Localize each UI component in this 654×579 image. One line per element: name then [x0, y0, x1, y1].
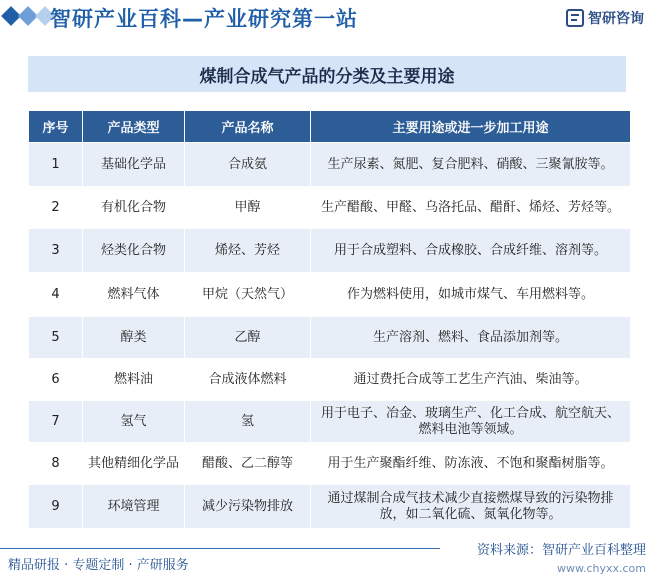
site-title: 智研产业百科—产业研究第一站: [50, 7, 358, 31]
table-header-row: [29, 111, 631, 143]
header-decoration: [4, 9, 52, 23]
table-row: [29, 187, 631, 229]
header-no: 序号: [29, 111, 83, 143]
header-use: 主要用途或进一步加工用途: [311, 111, 631, 143]
cell-name: 甲烷（天然气）: [185, 273, 311, 317]
cell-use: 生产尿素、氮肥、复合肥料、硝酸、三聚氰胺等。: [311, 143, 631, 187]
table-row: [29, 359, 631, 401]
footer-divider: [0, 548, 440, 549]
table-row: [29, 485, 631, 529]
cell-no: 8: [29, 443, 83, 485]
table-row: [29, 401, 631, 443]
cell-no: 7: [29, 401, 83, 443]
cell-type: 燃料气体: [83, 273, 185, 317]
cell-no: 2: [29, 187, 83, 229]
footer-source: 资料来源：智研产业百科整理: [476, 543, 646, 558]
table-title: 煤制合成气产品的分类及主要用途: [199, 66, 455, 87]
cell-name: 氢: [185, 401, 311, 443]
footer-services: 精品研报 · 专题定制 · 产研服务: [8, 558, 189, 573]
table-row: [29, 443, 631, 485]
brand-logo-icon: [566, 9, 584, 27]
cell-no: 5: [29, 317, 83, 359]
header-type: 产品类型: [83, 111, 185, 143]
cell-no: 1: [29, 143, 83, 187]
cell-name: 甲醇: [185, 187, 311, 229]
cell-name: 乙醇: [185, 317, 311, 359]
cell-type: 其他精细化学品: [83, 443, 185, 485]
cell-no: 6: [29, 359, 83, 401]
cell-type: 氢气: [83, 401, 185, 443]
table-title-banner: [28, 56, 626, 92]
cell-no: 3: [29, 229, 83, 273]
cell-use: 用于生产聚酯纤维、防冻液、不饱和聚酯树脂等。: [311, 443, 631, 485]
table-row: [29, 273, 631, 317]
cell-use: 通过煤制合成气技术减少直接燃煤导致的污染物排放，如二氧化硫、氮氧化物等。: [311, 485, 631, 529]
cell-no: 9: [29, 485, 83, 529]
table-row: [29, 317, 631, 359]
brand[interactable]: [566, 8, 644, 28]
page-header: [0, 0, 654, 36]
cell-use: 用于合成塑料、合成橡胶、合成纤维、溶剂等。: [311, 229, 631, 273]
cell-type: 烃类化合物: [83, 229, 185, 273]
cell-type: 燃料油: [83, 359, 185, 401]
table-row: [29, 229, 631, 273]
cell-name: 合成液体燃料: [185, 359, 311, 401]
brand-name: 智研咨询: [588, 11, 644, 27]
cell-use: 作为燃料使用，如城市煤气、车用燃料等。: [311, 273, 631, 317]
cell-name: 烯烃、芳烃: [185, 229, 311, 273]
product-table: [28, 110, 631, 529]
cell-name: 合成氨: [185, 143, 311, 187]
cell-use: 生产醋酸、甲醛、乌洛托品、醋酐、烯烃、芳烃等。: [311, 187, 631, 229]
cell-type: 环境管理: [83, 485, 185, 529]
footer-url[interactable]: www.chyxx.com: [556, 562, 646, 575]
cell-name: 醋酸、乙二醇等: [185, 443, 311, 485]
cell-name: 减少污染物排放: [185, 485, 311, 529]
cell-type: 基础化学品: [83, 143, 185, 187]
cell-type: 醇类: [83, 317, 185, 359]
cell-use: 生产溶剂、燃料、食品添加剂等。: [311, 317, 631, 359]
table-row: [29, 143, 631, 187]
cell-no: 4: [29, 273, 83, 317]
header-name: 产品名称: [185, 111, 311, 143]
cell-use: 通过费托合成等工艺生产汽油、柴油等。: [311, 359, 631, 401]
cell-type: 有机化合物: [83, 187, 185, 229]
cell-use: 用于电子、冶金、玻璃生产、化工合成、航空航天、燃料电池等领域。: [311, 401, 631, 443]
